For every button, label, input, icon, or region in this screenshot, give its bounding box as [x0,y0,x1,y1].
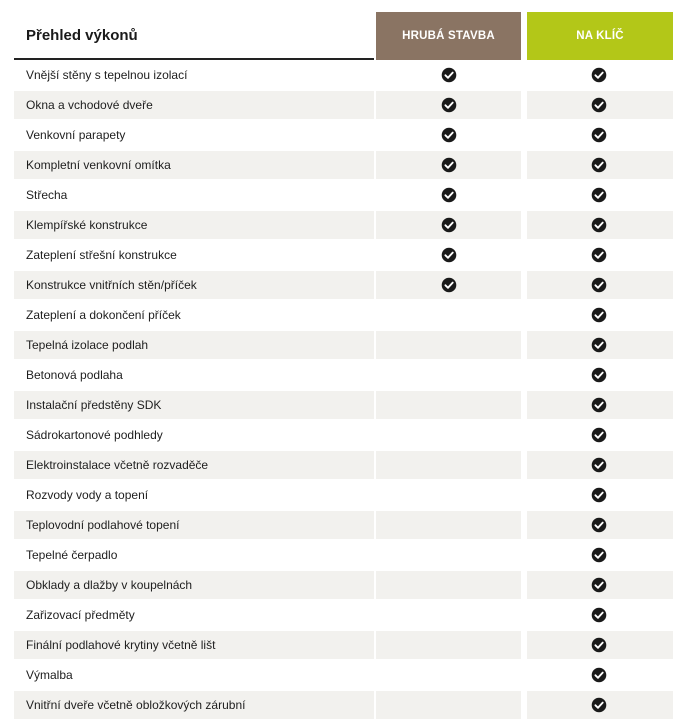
row-label: Venkovní parapety [26,128,126,142]
check-circle-icon [591,157,607,173]
check-circle-icon [441,187,457,203]
check-circle-icon [591,607,607,623]
check-circle-icon [591,337,607,353]
check-circle-icon [441,157,457,173]
row-label: Výmalba [26,668,73,682]
row-cell-background [376,631,521,659]
check-circle-icon [441,217,457,233]
row-cell-background [376,301,521,329]
check-circle-icon [591,247,607,263]
table-row [0,420,683,450]
row-cell-background [376,421,521,449]
check-circle-icon [591,517,607,533]
table-row [0,690,683,720]
table-row [0,210,683,240]
check-circle-icon [441,97,457,113]
row-label: Finální podlahové krytiny včetně lišt [26,638,216,652]
table-row [0,450,683,480]
check-circle-icon [591,277,607,293]
check-circle-icon [591,97,607,113]
check-circle-icon [591,547,607,563]
check-circle-icon [591,667,607,683]
check-circle-icon [591,457,607,473]
table-header [0,12,683,60]
table-row [0,600,683,630]
row-label: Okna a vchodové dveře [26,98,153,112]
row-label: Zařizovací předměty [26,608,135,622]
column-header-hruba-stavba: HRUBÁ STAVBA [376,12,521,60]
check-circle-icon [591,637,607,653]
check-circle-icon [591,577,607,593]
row-cell-background [376,481,521,509]
row-label: Zateplení a dokončení příček [26,308,181,322]
row-cell-background [376,691,521,719]
check-circle-icon [591,307,607,323]
table-row [0,180,683,210]
table-row [0,570,683,600]
table-row [0,270,683,300]
row-cell-background [376,661,521,689]
table-row [0,300,683,330]
table-row [0,660,683,690]
check-circle-icon [591,397,607,413]
row-cell-background [376,511,521,539]
check-circle-icon [591,697,607,713]
row-label: Rozvody vody a topení [26,488,149,502]
row-label: Tepelná izolace podlah [26,338,149,352]
row-cell-background [376,601,521,629]
row-cell-background [376,571,521,599]
column-header-na-klic: NA KLÍČ [527,12,673,60]
row-label: Vnitřní dveře včetně obložkových zárubní [26,698,246,712]
table-row [0,630,683,660]
row-label: Obklady a dlažby v koupelnách [26,578,193,592]
check-circle-icon [441,277,457,293]
check-circle-icon [441,247,457,263]
row-label: Betonová podlaha [26,368,123,382]
row-label: Elektroinstalace včetně rozvaděče [26,458,209,472]
check-circle-icon [441,127,457,143]
row-cell-background [14,181,374,209]
table-row [0,510,683,540]
table-row [0,360,683,390]
table-row [0,90,683,120]
row-label: Klempířské konstrukce [26,218,148,232]
row-label: Tepelné čerpadlo [26,548,118,562]
table-row [0,240,683,270]
row-cell-background [376,451,521,479]
row-cell-background [376,361,521,389]
row-label: Zateplení střešní konstrukce [26,248,177,262]
row-label: Sádrokartonové podhledy [26,428,163,442]
row-label: Vnější stěny s tepelnou izolací [26,68,188,82]
check-circle-icon [591,367,607,383]
row-label: Instalační předstěny SDK [26,398,162,412]
check-circle-icon [591,187,607,203]
row-cell-background [376,331,521,359]
check-circle-icon [441,67,457,83]
table-body [0,60,683,720]
check-circle-icon [591,487,607,503]
table-row [0,150,683,180]
table-row [0,390,683,420]
check-circle-icon [591,67,607,83]
table-row [0,330,683,360]
check-circle-icon [591,127,607,143]
table-row [0,540,683,570]
row-label: Kompletní venkovní omítka [26,158,171,172]
row-label: Teplovodní podlahové topení [26,518,180,532]
check-circle-icon [591,427,607,443]
table-row [0,480,683,510]
row-cell-background [376,391,521,419]
check-circle-icon [591,217,607,233]
table-title: Přehled výkonů [26,27,138,44]
table-row [0,60,683,90]
row-cell-background [376,541,521,569]
table-row [0,120,683,150]
row-label: Střecha [26,188,68,202]
row-label: Konstrukce vnitřních stěn/příček [26,278,197,292]
